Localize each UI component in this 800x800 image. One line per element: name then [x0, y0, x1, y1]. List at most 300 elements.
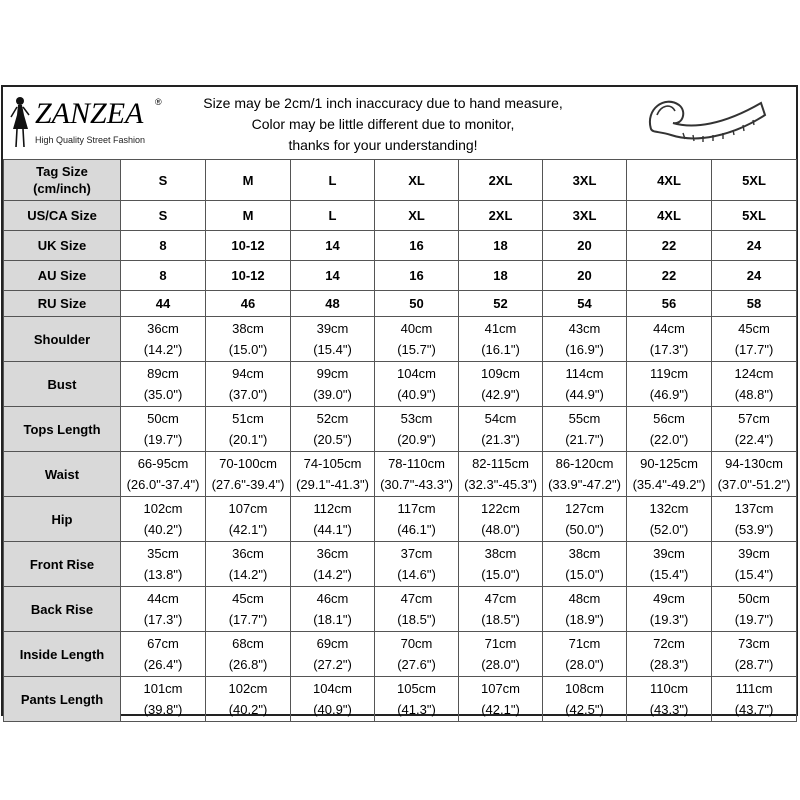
cm-value: 66-95cm: [137, 456, 189, 471]
size-cell: 5XL: [712, 160, 797, 201]
inch-value: (48.8"): [734, 387, 774, 402]
measurement-cell: [543, 362, 627, 407]
inch-value: (17.3"): [143, 612, 183, 627]
measurement-cell: [206, 452, 291, 497]
cm-value: 52cm: [316, 411, 349, 426]
size-cell: 10-12: [206, 261, 291, 291]
cm-value: 55cm: [568, 411, 601, 426]
row-header-line: Tag Size: [36, 164, 88, 179]
cm-value: 39cm: [653, 546, 685, 561]
cm-value: 74-105cm: [303, 456, 362, 471]
cm-value: 73cm: [738, 636, 770, 651]
measurement-cell: [627, 407, 712, 452]
cm-value: 37cm: [400, 546, 433, 561]
size-cell: 22: [627, 231, 712, 261]
measurement-cell: [375, 542, 459, 587]
cm-value: 71cm: [484, 636, 517, 651]
measurement-cell: [543, 542, 627, 587]
cm-value: 69cm: [316, 636, 349, 651]
size-cell: 44: [121, 291, 206, 317]
size-cell: 50: [375, 291, 459, 317]
cm-value: 89cm: [147, 366, 179, 381]
inch-value: (14.2"): [228, 567, 268, 582]
cm-value: 119cm: [649, 366, 689, 381]
cm-value: 117cm: [397, 501, 436, 516]
measurement-cell: [121, 497, 206, 542]
inch-value: (27.6"-39.4"): [211, 477, 285, 492]
size-cell: 2XL: [459, 160, 543, 201]
measurement-cell: [291, 587, 375, 632]
size-cell: 58: [712, 291, 797, 317]
size-cell: XL: [375, 160, 459, 201]
cm-value: 132cm: [649, 501, 689, 516]
measurement-cell: [627, 587, 712, 632]
inch-value: (16.1"): [481, 342, 520, 357]
inch-value: (15.4"): [313, 342, 352, 357]
cm-value: 57cm: [738, 411, 770, 426]
inch-value: (53.9"): [734, 522, 774, 537]
measurement-cell: [459, 497, 543, 542]
inch-value: (18.1"): [313, 612, 352, 627]
row-header-line: (cm/inch): [33, 181, 91, 196]
cm-value: 108cm: [564, 681, 605, 696]
measurement-cell: [375, 317, 459, 362]
inch-value: (17.7"): [228, 612, 268, 627]
inch-value: (39.8"): [143, 702, 183, 717]
inch-value: (15.0"): [481, 567, 520, 582]
cm-value: 35cm: [147, 546, 179, 561]
inch-value: (28.0"): [481, 657, 520, 672]
brand-logo: [5, 95, 165, 155]
measurement-cell: [121, 407, 206, 452]
inch-value: (26.4"): [143, 657, 183, 672]
inch-value: (40.9"): [397, 387, 436, 402]
cm-value: 104cm: [396, 366, 437, 381]
inch-value: (15.4"): [649, 567, 689, 582]
measurement-cell: [206, 362, 291, 407]
size-table: [3, 159, 797, 722]
measurement-cell: [375, 497, 459, 542]
size-cell: 24: [712, 261, 797, 291]
measurement-cell: [459, 542, 543, 587]
size-cell: XL: [375, 201, 459, 231]
inch-value: (15.4"): [734, 567, 774, 582]
inch-value: (14.2"): [143, 342, 183, 357]
row-header: Bust: [4, 362, 121, 407]
cm-value: 104cm: [312, 681, 353, 696]
size-row: [4, 160, 797, 201]
inch-value: (37.0"-51.2"): [717, 477, 791, 492]
size-cell: 16: [375, 231, 459, 261]
inch-value: (30.7"-43.3"): [380, 477, 453, 492]
inch-value: (20.5"): [313, 432, 352, 447]
measurement-cell: [291, 497, 375, 542]
inch-value: (41.3"): [397, 702, 436, 717]
measurement-cell: [459, 587, 543, 632]
size-cell: 48: [291, 291, 375, 317]
measurement-cell: [291, 362, 375, 407]
note-line: thanks for your understanding!: [288, 137, 478, 153]
row-header: [4, 160, 121, 201]
size-cell: 3XL: [543, 160, 627, 201]
measurement-cell: [712, 407, 797, 452]
model-silhouette-icon: [5, 95, 33, 151]
cm-value: 105cm: [396, 681, 437, 696]
row-header-line: US/CA Size: [27, 208, 97, 223]
measurement-cell: [206, 632, 291, 677]
cm-value: 46cm: [316, 591, 349, 606]
measurement-cell: [459, 677, 543, 722]
measurement-cell: [375, 677, 459, 722]
inch-value: (18.9"): [565, 612, 604, 627]
inch-value: (26.0"-37.4"): [126, 477, 200, 492]
inch-value: (17.7"): [734, 342, 774, 357]
cm-value: 70-100cm: [219, 456, 277, 471]
inch-value: (14.6"): [397, 567, 436, 582]
cm-value: 99cm: [316, 366, 349, 381]
inch-value: (27.2"): [313, 657, 352, 672]
size-cell: 3XL: [543, 201, 627, 231]
cm-value: 107cm: [480, 681, 521, 696]
measurement-row: [4, 407, 797, 452]
size-cell: 46: [206, 291, 291, 317]
cm-value: 102cm: [228, 681, 268, 696]
size-cell: S: [121, 160, 206, 201]
row-header: [4, 261, 121, 291]
inch-value: (35.0"): [143, 387, 183, 402]
inch-value: (35.4"-49.2"): [632, 477, 706, 492]
cm-value: 48cm: [568, 591, 601, 606]
brand-name: ZANZEA: [35, 97, 144, 130]
cm-value: 41cm: [484, 321, 517, 336]
measurement-cell: [712, 362, 797, 407]
size-cell: S: [121, 201, 206, 231]
measurement-cell: [712, 497, 797, 542]
inch-value: (40.2"): [143, 522, 183, 537]
cm-value: 45cm: [232, 591, 264, 606]
inch-value: (16.9"): [565, 342, 604, 357]
size-cell: 56: [627, 291, 712, 317]
cm-value: 71cm: [568, 636, 601, 651]
cm-value: 70cm: [400, 636, 433, 651]
row-header: [4, 231, 121, 261]
cm-value: 38cm: [484, 546, 517, 561]
measurement-cell: [543, 452, 627, 497]
measurement-cell: [121, 317, 206, 362]
measurement-cell: [459, 317, 543, 362]
cm-value: 78-110cm: [388, 456, 445, 471]
size-row: [4, 261, 797, 291]
measurement-cell: [206, 317, 291, 362]
inch-value: (20.1"): [228, 432, 268, 447]
size-cell: 8: [121, 231, 206, 261]
cm-value: 40cm: [400, 321, 433, 336]
measurement-cell: [206, 497, 291, 542]
measurement-cell: [459, 407, 543, 452]
inch-value: (42.9"): [481, 387, 520, 402]
size-cell: 20: [543, 261, 627, 291]
size-cell: 22: [627, 261, 712, 291]
size-cell: 5XL: [712, 201, 797, 231]
measurement-cell: [712, 452, 797, 497]
measurement-cell: [291, 677, 375, 722]
cm-value: 38cm: [568, 546, 601, 561]
cm-value: 43cm: [568, 321, 601, 336]
measurement-row: [4, 542, 797, 587]
inch-value: (42.1"): [228, 522, 268, 537]
row-header-line: UK Size: [37, 238, 87, 253]
cm-value: 44cm: [147, 591, 179, 606]
cm-value: 124cm: [734, 366, 774, 381]
size-cell: M: [206, 160, 291, 201]
measurement-cell: [375, 452, 459, 497]
row-header: Hip: [4, 497, 121, 542]
size-row: [4, 201, 797, 231]
inch-value: (46.9"): [649, 387, 689, 402]
cm-value: 90-125cm: [640, 456, 698, 471]
inch-value: (18.5"): [481, 612, 520, 627]
measurement-cell: [543, 317, 627, 362]
cm-value: 101cm: [143, 681, 183, 696]
chart-header: [3, 87, 796, 160]
measurement-cell: [712, 542, 797, 587]
row-header: Back Rise: [4, 587, 121, 632]
size-row: [4, 291, 797, 317]
cm-value: 94cm: [232, 366, 264, 381]
cm-value: 114cm: [565, 366, 604, 381]
measurement-cell: [206, 677, 291, 722]
size-cell: 4XL: [627, 201, 712, 231]
size-cell: 20: [543, 231, 627, 261]
inch-value: (15.0"): [565, 567, 604, 582]
cm-value: 82-115cm: [472, 456, 529, 471]
inch-value: (28.3"): [649, 657, 689, 672]
measurement-cell: [459, 632, 543, 677]
cm-value: 49cm: [653, 591, 685, 606]
measurement-cell: [627, 497, 712, 542]
inch-value: (28.7"): [734, 657, 774, 672]
measurement-row: [4, 587, 797, 632]
measurement-cell: [712, 632, 797, 677]
inch-value: (29.1"-41.3"): [296, 477, 369, 492]
measurement-cell: [543, 677, 627, 722]
row-header-line: AU Size: [37, 268, 87, 283]
cm-value: 94-130cm: [725, 456, 783, 471]
measurement-cell: [627, 317, 712, 362]
measurement-cell: [291, 542, 375, 587]
inch-value: (43.7"): [734, 702, 774, 717]
size-cell: L: [291, 160, 375, 201]
cm-value: 45cm: [738, 321, 770, 336]
measurement-cell: [627, 542, 712, 587]
inch-value: (43.3"): [649, 702, 689, 717]
inch-value: (20.9"): [397, 432, 436, 447]
inch-value: (21.7"): [565, 432, 604, 447]
cm-value: 137cm: [734, 501, 774, 516]
measurement-cell: [627, 362, 712, 407]
note-line: Color may be little different due to monitor,: [251, 116, 515, 132]
size-cell: 18: [459, 231, 543, 261]
measurement-cell: [121, 677, 206, 722]
cm-value: 68cm: [232, 636, 264, 651]
size-cell: L: [291, 201, 375, 231]
inch-value: (17.3"): [649, 342, 689, 357]
measurement-cell: [375, 362, 459, 407]
measurement-row: [4, 362, 797, 407]
cm-value: 38cm: [232, 321, 264, 336]
cm-value: 109cm: [480, 366, 521, 381]
row-header: Shoulder: [4, 317, 121, 362]
size-chart: [1, 85, 798, 716]
inch-value: (15.7"): [397, 342, 436, 357]
inch-value: (40.2"): [228, 702, 268, 717]
measurement-row: [4, 317, 797, 362]
measurement-cell: [543, 632, 627, 677]
cm-value: 44cm: [653, 321, 685, 336]
inch-value: (48.0"): [481, 522, 520, 537]
size-cell: 52: [459, 291, 543, 317]
cm-value: 47cm: [400, 591, 433, 606]
measurement-row: [4, 677, 797, 722]
cm-value: 86-120cm: [555, 456, 614, 471]
inch-value: (44.9"): [565, 387, 604, 402]
inch-value: (40.9"): [313, 702, 352, 717]
inch-value: (15.0"): [228, 342, 268, 357]
measurement-cell: [291, 407, 375, 452]
size-cell: 14: [291, 231, 375, 261]
size-cell: 4XL: [627, 160, 712, 201]
size-cell: 18: [459, 261, 543, 291]
inch-value: (33.9"-47.2"): [548, 477, 621, 492]
disclaimer-note: [193, 93, 573, 156]
measurement-cell: [459, 452, 543, 497]
measurement-cell: [712, 677, 797, 722]
cm-value: 53cm: [400, 411, 433, 426]
cm-value: 39cm: [316, 321, 349, 336]
size-cell: 2XL: [459, 201, 543, 231]
measurement-cell: [712, 587, 797, 632]
inch-value: (52.0"): [649, 522, 689, 537]
cm-value: 67cm: [147, 636, 179, 651]
measurement-cell: [121, 587, 206, 632]
measurement-cell: [627, 632, 712, 677]
inch-value: (19.7"): [734, 612, 774, 627]
row-header: Tops Length: [4, 407, 121, 452]
row-header: Waist: [4, 452, 121, 497]
measurement-row: [4, 452, 797, 497]
cm-value: 39cm: [738, 546, 770, 561]
inch-value: (32.3"-45.3"): [464, 477, 537, 492]
row-header-line: RU Size: [37, 296, 87, 311]
cm-value: 36cm: [147, 321, 179, 336]
measurement-cell: [459, 362, 543, 407]
measurement-cell: [206, 587, 291, 632]
inch-value: (42.5"): [565, 702, 604, 717]
inch-value: (37.0"): [228, 387, 268, 402]
measurement-cell: [375, 632, 459, 677]
measuring-tape-icon: [643, 89, 768, 155]
inch-value: (22.4"): [734, 432, 774, 447]
measurement-cell: [627, 677, 712, 722]
measurement-cell: [121, 542, 206, 587]
inch-value: (50.0"): [565, 522, 604, 537]
measurement-cell: [291, 317, 375, 362]
measurement-cell: [121, 632, 206, 677]
brand-tagline: High Quality Street Fashion: [35, 135, 146, 145]
row-header: Front Rise: [4, 542, 121, 587]
cm-value: 110cm: [649, 681, 689, 696]
inch-value: (13.8"): [143, 567, 183, 582]
size-cell: 14: [291, 261, 375, 291]
cm-value: 111cm: [735, 681, 773, 696]
inch-value: (27.6"): [397, 657, 436, 672]
measurement-cell: [375, 587, 459, 632]
cm-value: 36cm: [232, 546, 264, 561]
inch-value: (19.7"): [143, 432, 183, 447]
size-cell: 16: [375, 261, 459, 291]
cm-value: 51cm: [232, 411, 264, 426]
measurement-cell: [543, 587, 627, 632]
measurement-cell: [375, 407, 459, 452]
inch-value: (21.3"): [481, 432, 520, 447]
measurement-cell: [121, 362, 206, 407]
measurement-cell: [543, 497, 627, 542]
row-header: [4, 291, 121, 317]
cm-value: 56cm: [653, 411, 685, 426]
measurement-cell: [121, 452, 206, 497]
measurement-cell: [206, 407, 291, 452]
cm-value: 50cm: [738, 591, 770, 606]
row-header: Pants Length: [4, 677, 121, 722]
measurement-cell: [291, 452, 375, 497]
measurement-row: [4, 497, 797, 542]
cm-value: 50cm: [147, 411, 179, 426]
inch-value: (14.2"): [313, 567, 352, 582]
inch-value: (26.8"): [228, 657, 268, 672]
cm-value: 36cm: [316, 546, 349, 561]
cm-value: 127cm: [564, 501, 605, 516]
measurement-cell: [712, 317, 797, 362]
size-cell: 8: [121, 261, 206, 291]
cm-value: 122cm: [480, 501, 521, 516]
row-header: [4, 201, 121, 231]
inch-value: (28.0"): [565, 657, 604, 672]
inch-value: (19.3"): [649, 612, 689, 627]
measurement-cell: [543, 407, 627, 452]
measurement-cell: [627, 452, 712, 497]
inch-value: (22.0"): [649, 432, 689, 447]
measurement-row: [4, 632, 797, 677]
cm-value: 54cm: [484, 411, 517, 426]
measurement-cell: [291, 632, 375, 677]
inch-value: (46.1"): [397, 522, 436, 537]
size-cell: M: [206, 201, 291, 231]
size-cell: 54: [543, 291, 627, 317]
inch-value: (42.1"): [481, 702, 520, 717]
cm-value: 112cm: [313, 501, 352, 516]
size-cell: 24: [712, 231, 797, 261]
inch-value: (18.5"): [397, 612, 436, 627]
measurement-cell: [206, 542, 291, 587]
registered-mark: ®: [155, 97, 162, 107]
cm-value: 72cm: [653, 636, 685, 651]
note-line: Size may be 2cm/1 inch inaccuracy due to hand measure,: [203, 95, 563, 111]
size-cell: 10-12: [206, 231, 291, 261]
cm-value: 102cm: [143, 501, 183, 516]
cm-value: 107cm: [228, 501, 268, 516]
inch-value: (39.0"): [313, 387, 352, 402]
inch-value: (44.1"): [313, 522, 352, 537]
